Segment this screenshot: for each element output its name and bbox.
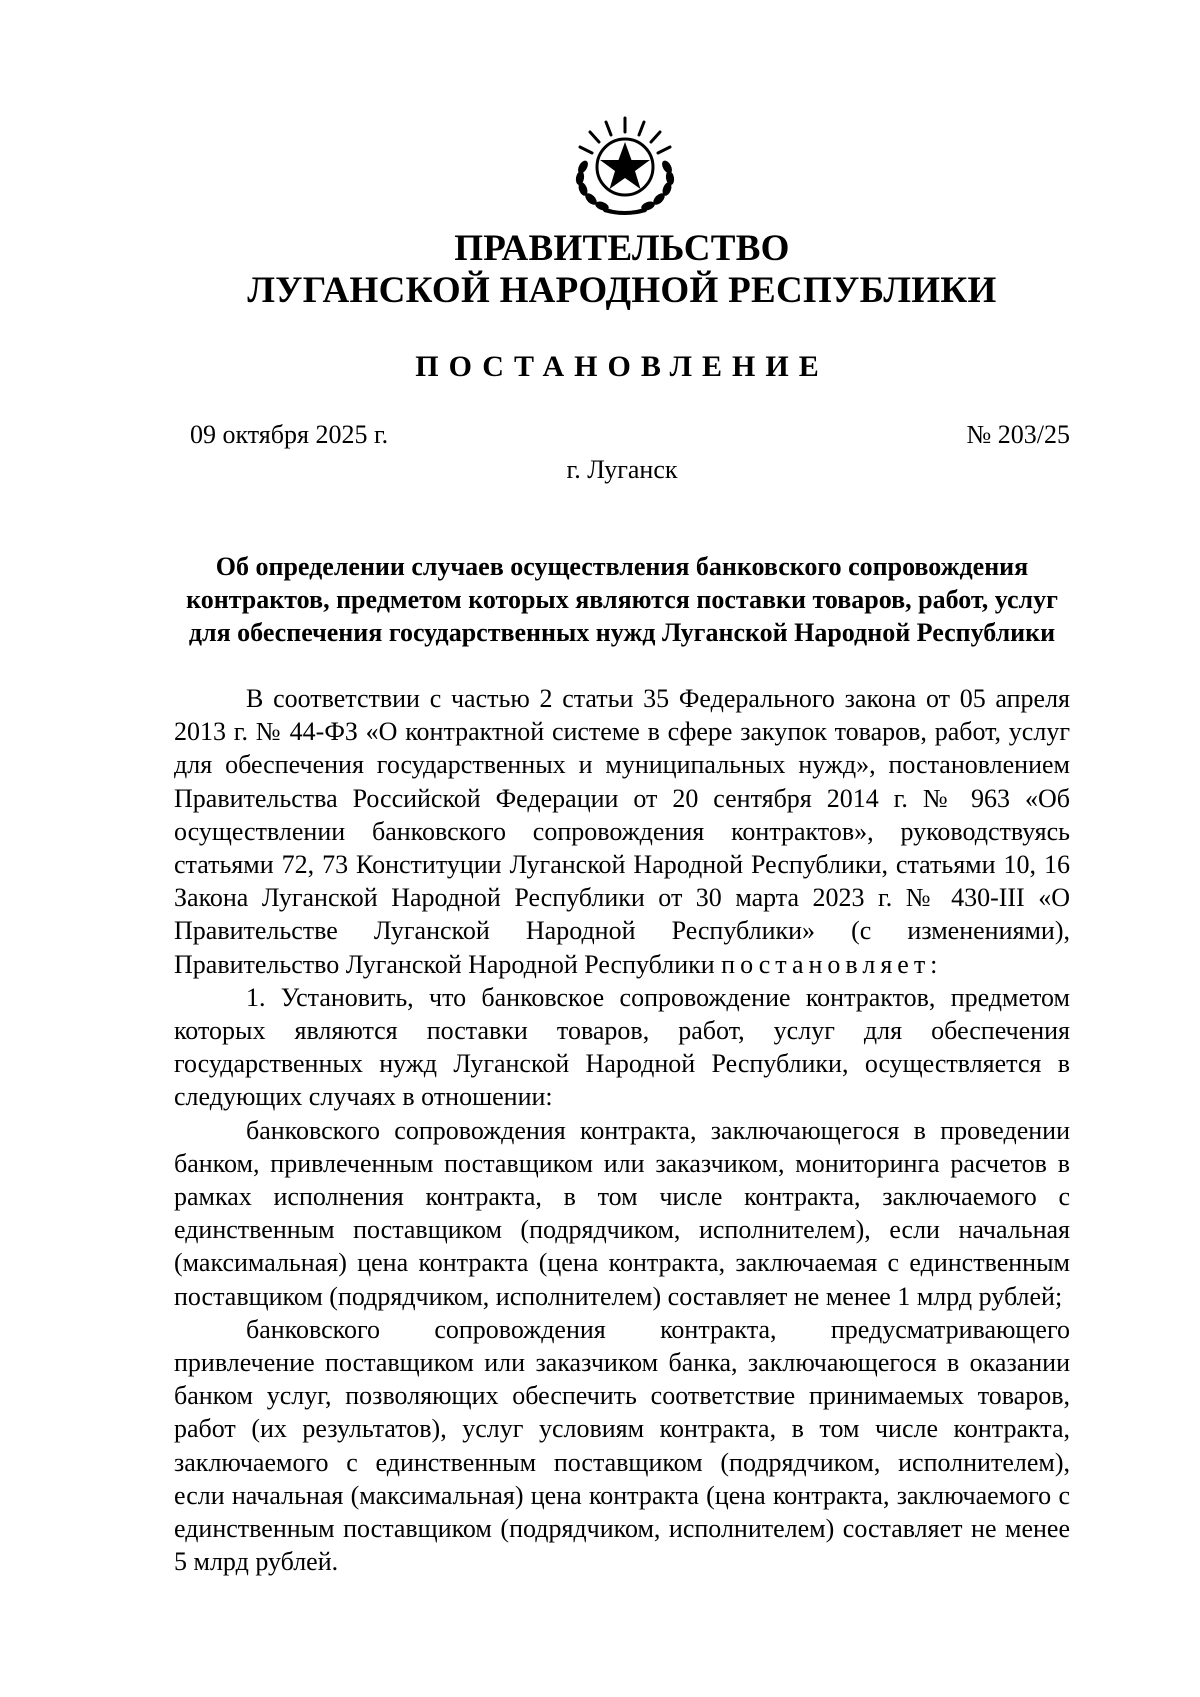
document-number: № 203/25 [966,420,1070,449]
clause-1-paragraph: 1. Установить, что банковское сопровождение контрактов, предметом которых являются поставки товаров, работ, услуг для обеспечения государственных нужд Луганской Народной Республики, осуществляется в следующих случаях в отношении: [174,982,1070,1112]
government-title [174,228,1070,312]
document-city: г. Луганск [566,455,678,484]
coat-of-arms-icon [566,112,684,216]
document-date: 09 октября 2025 г. [190,420,389,449]
government-title-line1: ПРАВИТЕЛЬСТВО [454,228,790,269]
case-1-paragraph: банковского сопровождения контракта, заключающегося в проведении банком, привлеченным поставщиком или заказчиком, мониторинга расчетов в рамках исполнения контракта, в том числе контракта, заключаемого с единственным поставщиком (подрядчиком, исполнителем), если начальная (максимальная) цена контракта (цена контракта, заключаемая с единственным поставщиком (подрядчиком, исполнителем) составляет не менее 1 млрд рублей; [174,1115,1070,1311]
preamble-text: В соответствии с частью 2 статьи 35 Федерального закона от 05 апреля 2013 г. № 44-ФЗ «О контрактной системе в сфере закупок товаров, работ, услуг для обеспечения государственных и муниципальных нужд», постановлением Правительства Российской Федерации от 20 сентября 2014 г. № 963 «Об осуществлении банковского сопровождения контрактов», руководствуясь статьями 72, 73 Конституции Луганской Народной Республики, статьями 10, 16 Закона Луганской Народной Республики от 30 марта 2023 г. № 430-III «О Правительстве Луганской Народной Республики» (с изменениями), Правительство Луганской Народной Республики [174,684,1070,979]
document-subject [174,550,1070,649]
subject-line1: Об определении случаев осуществления банковского сопровождения [215,552,1029,581]
document-type: ПОСТАНОВЛЕНИЕ [415,350,829,383]
decree-word: постановляет: [721,949,943,979]
subject-line3: для обеспечения государственных нужд Луганской Народной Республики [188,618,1056,647]
document-body [174,682,1070,1578]
government-title-line2: ЛУГАНСКОЙ НАРОДНОЙ РЕСПУБЛИКИ [247,270,997,311]
case-2-paragraph: банковского сопровождения контракта, предусматривающего привлечение поставщиком или заказчиком банка, заключающегося в оказании банком услуг, позволяющих обеспечить соответствие принимаемых товаров, работ (их результатов), услуг условиям контракта, в том числе контракта, заключаемого с единственным поставщиком (подрядчиком, исполнителем), если начальная (максимальная) цена контракта (цена контракта, заключаемого с единственным поставщиком (подрядчиком, исполнителем) составляет не менее 5 млрд рублей. [174,1314,1070,1577]
subject-line2: контрактов, предметом которых являются поставки товаров, работ, услуг [186,585,1058,614]
preamble-paragraph [174,682,1070,981]
